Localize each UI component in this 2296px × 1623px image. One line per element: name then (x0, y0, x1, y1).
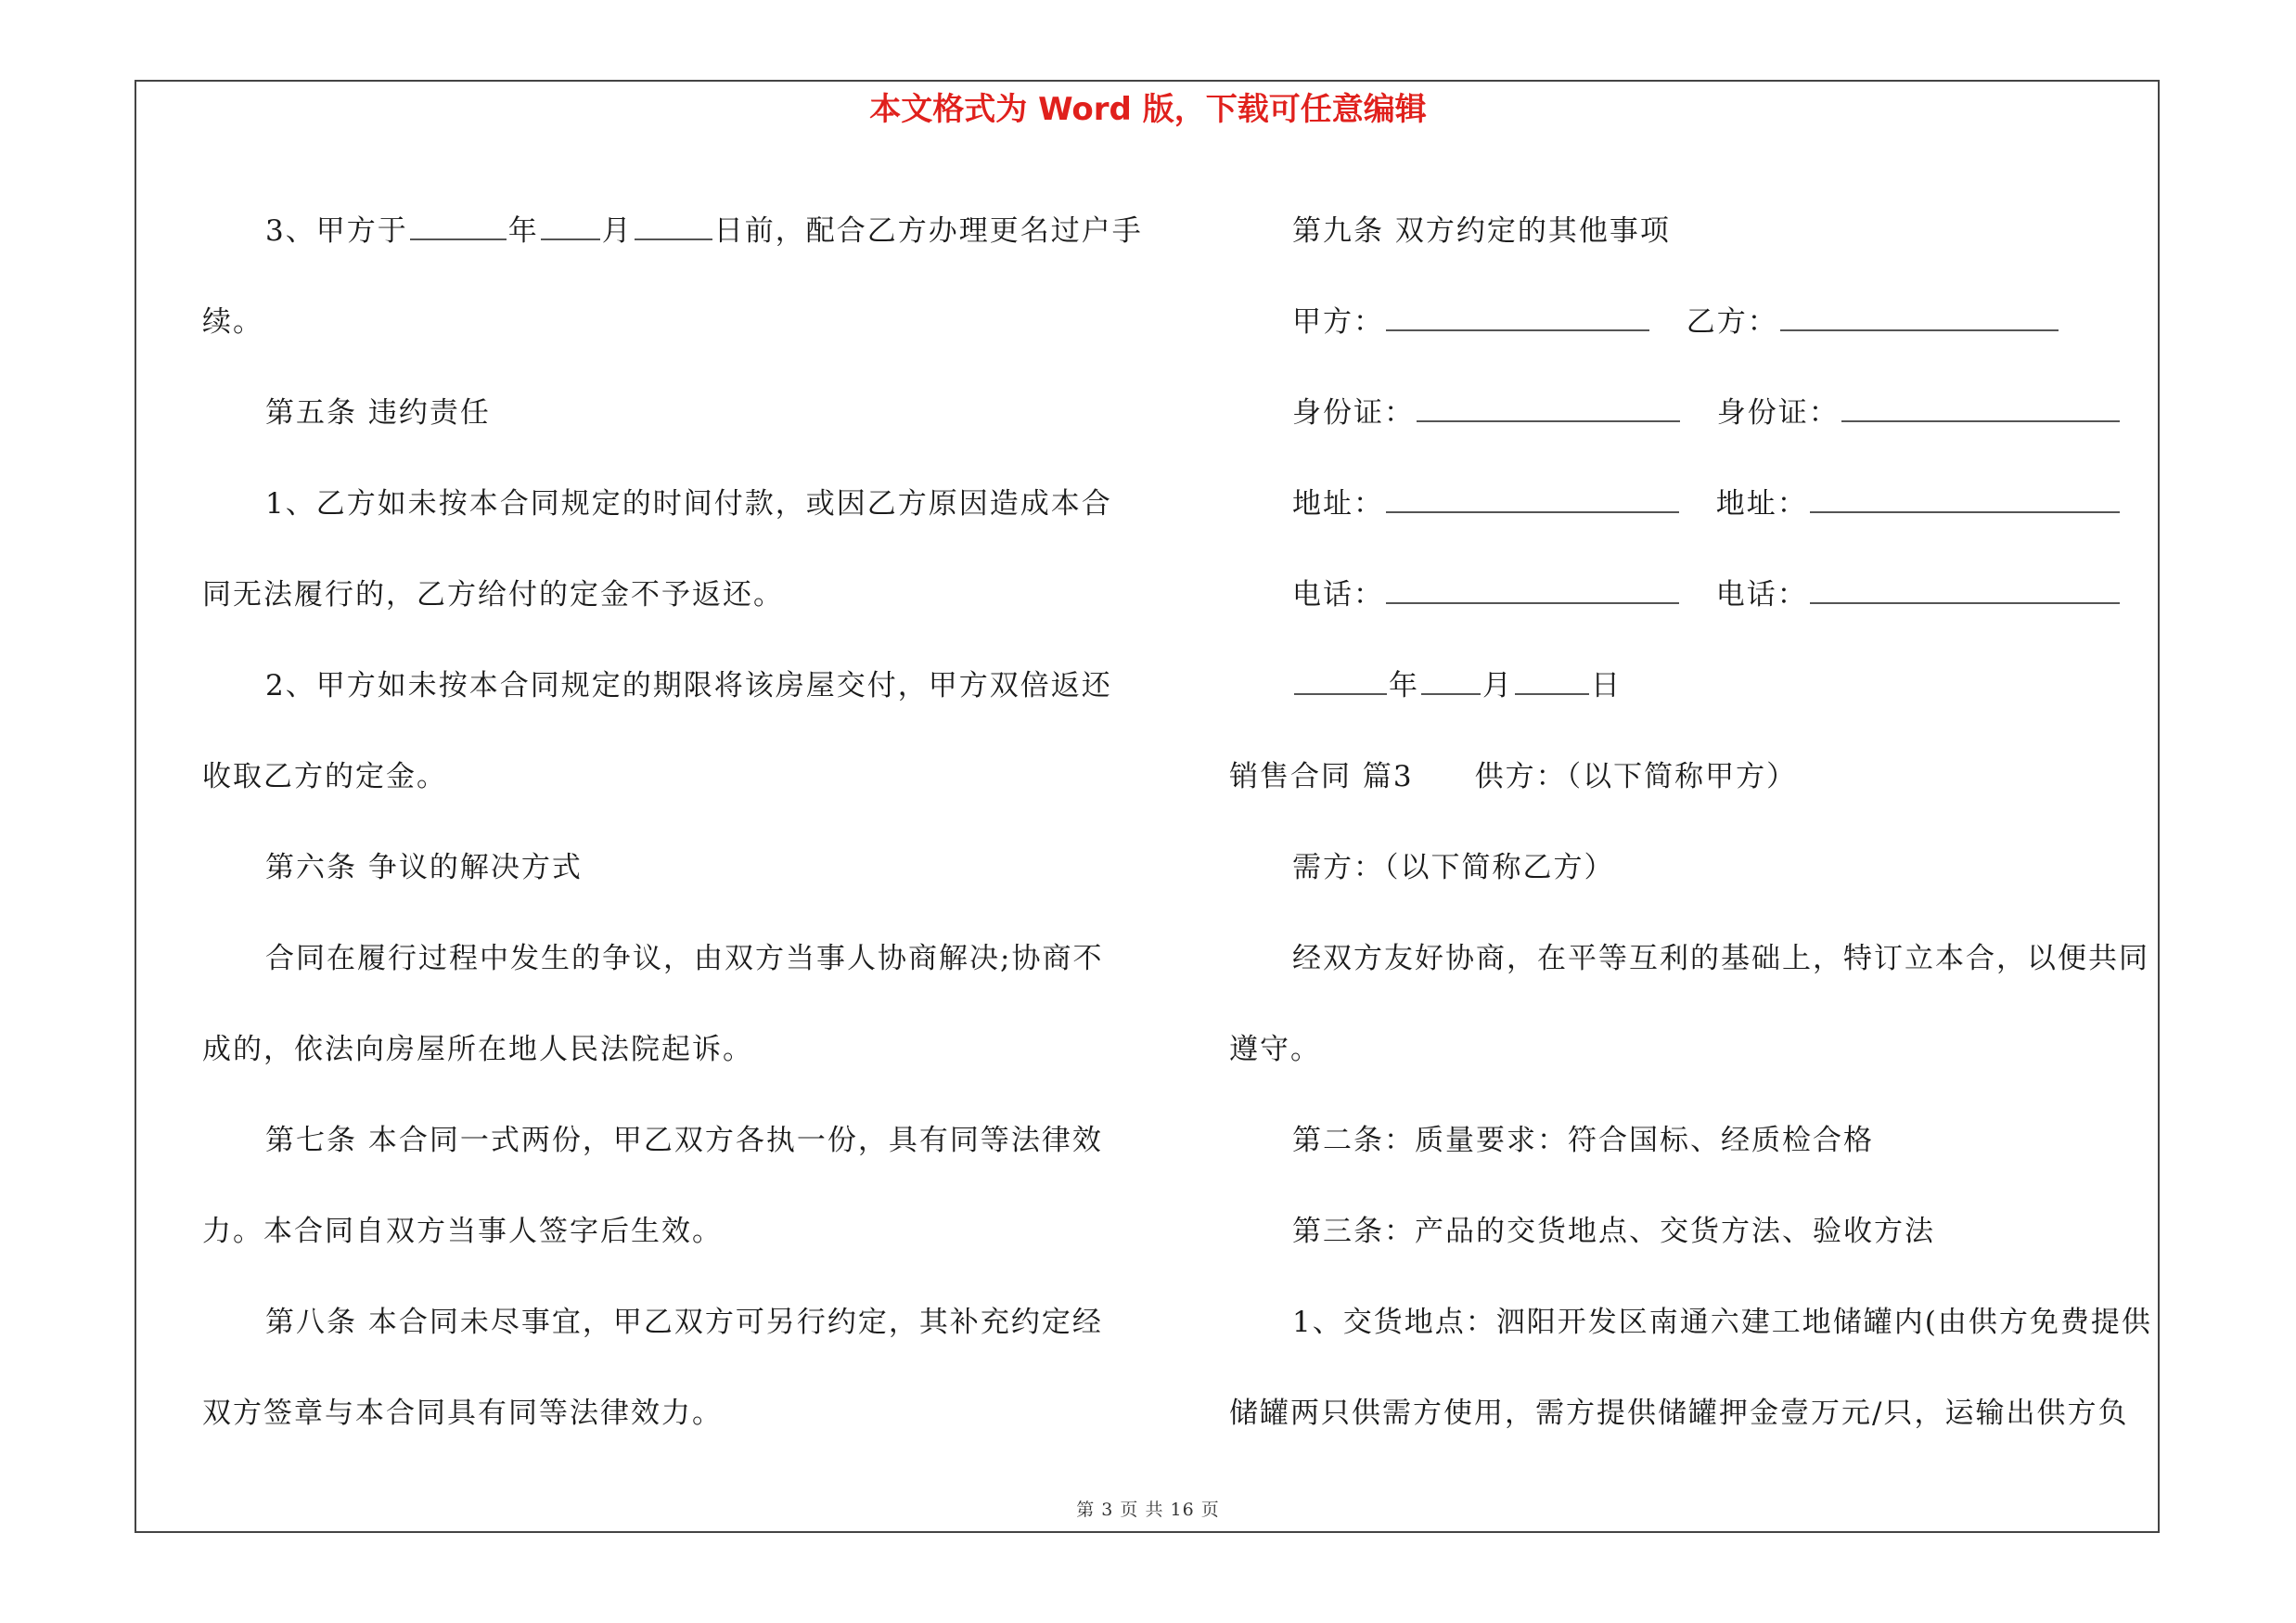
paragraph-line: 同无法履行的，乙方给付的定金不予返还。 (202, 578, 784, 612)
blank-date-year (1294, 669, 1387, 695)
id-line: 身份证： 身份证： (1229, 367, 2157, 458)
address-line: 地址： 地址： (1229, 458, 2157, 549)
section-heading: 第五条 违约责任 (265, 396, 491, 430)
blank-id-a (1417, 396, 1680, 422)
paragraph-line: 需方：（以下简称乙方） (1292, 851, 1615, 884)
paragraph-line: 第八条 本合同未尽事宜，甲乙双方可另行约定，其补充约定经 (265, 1306, 1103, 1339)
blank-phone-b (1810, 578, 2120, 604)
paragraph-line: 第二条：质量要求：符合国标、经质检合格 (1292, 1124, 1874, 1157)
blank-party-a (1386, 305, 1649, 331)
section-heading: 第六条 争议的解决方式 (265, 851, 583, 884)
blank-date-day (1515, 669, 1589, 695)
blank-day (635, 214, 712, 240)
paragraph-line: 力。本合同自双方当事人签字后生效。 (202, 1215, 723, 1248)
paragraph-line: 双方签章与本合同具有同等法律效力。 (202, 1397, 723, 1430)
blank-party-b (1780, 305, 2059, 331)
paragraph-line: 第三条：产品的交货地点、交货方法、验收方法 (1292, 1215, 1935, 1248)
phone-line: 电话： 电话： (1229, 549, 2157, 640)
left-column (202, 186, 1143, 1459)
blank-date-month (1421, 669, 1481, 695)
blank-id-b (1841, 396, 2120, 422)
paragraph-line: 经双方友好协商，在平等互利的基础上，特订立本合，以便共同 (1292, 942, 2149, 975)
blank-phone-a (1386, 578, 1679, 604)
paragraph-line: 3、甲方于 年 月 日前，配合乙方办理更名过户手 (265, 214, 1143, 248)
right-column (1229, 186, 2157, 1459)
paragraph-line: 第七条 本合同一式两份，甲乙双方各执一份，具有同等法律效 (265, 1124, 1103, 1157)
contract-title-line: 销售合同 篇3 供方：（以下简称甲方） (1229, 760, 1798, 793)
date-line: 年 月 日 (1229, 640, 2157, 731)
paragraph-line: 遵守。 (1229, 1033, 1321, 1066)
paragraph-line: 续。 (202, 305, 263, 339)
blank-address-a (1386, 487, 1679, 513)
page-number: 第 3 页 共 16 页 (1076, 1500, 1220, 1520)
paragraph-line: 2、甲方如未按本合同规定的期限将该房屋交付，甲方双倍返还 (265, 669, 1112, 702)
section-heading: 第九条 双方约定的其他事项 (1292, 214, 1671, 248)
paragraph-line: 1、交货地点：泗阳开发区南通六建工地储罐内(由供方免费提供 (1292, 1306, 2152, 1339)
format-banner: 本文格式为 Word 版，下载可任意编辑 (869, 91, 1427, 128)
paragraph-line: 1、乙方如未按本合同规定的时间付款，或因乙方原因造成本合 (265, 487, 1112, 521)
paragraph-line: 合同在履行过程中发生的争议，由双方当事人协商解决;协商不 (265, 942, 1104, 975)
blank-month (541, 214, 600, 240)
paragraph-line: 储罐两只供需方使用，需方提供储罐押金壹万元/只，运输出供方负 (1229, 1397, 2129, 1430)
party-line: 甲方： 乙方： (1229, 277, 2157, 367)
paragraph-line: 成的，依法向房屋所在地人民法院起诉。 (202, 1033, 753, 1066)
blank-address-b (1810, 487, 2120, 513)
paragraph-line: 收取乙方的定金。 (202, 760, 447, 793)
blank-year (410, 214, 507, 240)
